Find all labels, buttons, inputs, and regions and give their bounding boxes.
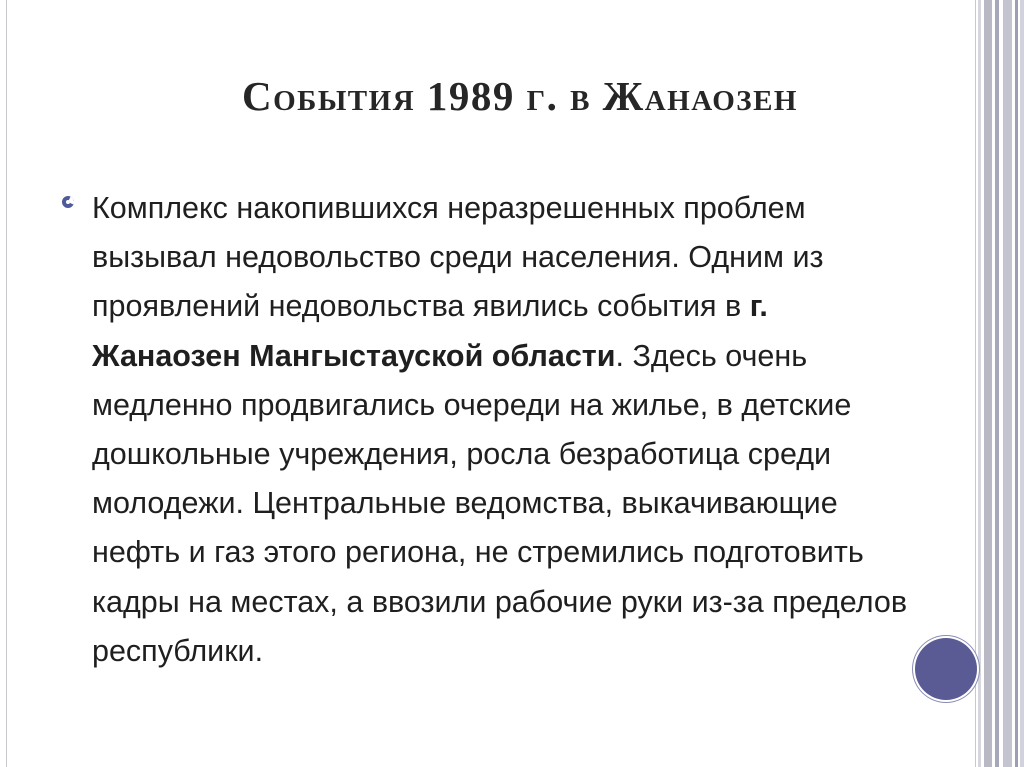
side-stripe bbox=[984, 0, 992, 767]
bullet-text-part: . Здесь очень медленно продвигались очереди на жилье, в детские дошкольные учреждения, росла безработица среди молодежи. Центральные ведомства, выкачивающие нефть и газ этого региона, не стремились подготовить кадры на местах, а ввозили рабочие руки из-за пределов республики. bbox=[92, 338, 908, 668]
decor-circle-icon bbox=[915, 638, 977, 700]
slide-title: События 1989 г. в Жанаозен bbox=[241, 73, 798, 119]
bullet-text bbox=[62, 184, 922, 676]
side-stripe bbox=[995, 0, 999, 767]
ring-bullet-icon bbox=[62, 196, 74, 208]
side-stripe bbox=[1020, 0, 1024, 767]
side-stripe bbox=[1015, 0, 1018, 767]
side-stripe bbox=[1003, 0, 1012, 767]
bullet-text-emphasis: г. Жанаозен Мангыстауской области bbox=[92, 289, 768, 373]
bullet-text-part: Комплекс накопившихся неразрешенных проблем вызывал недовольство среди населения. Одним из проявлений недовольства явились события в bbox=[92, 191, 824, 324]
bullet-item bbox=[62, 184, 922, 676]
side-stripe bbox=[978, 0, 981, 767]
